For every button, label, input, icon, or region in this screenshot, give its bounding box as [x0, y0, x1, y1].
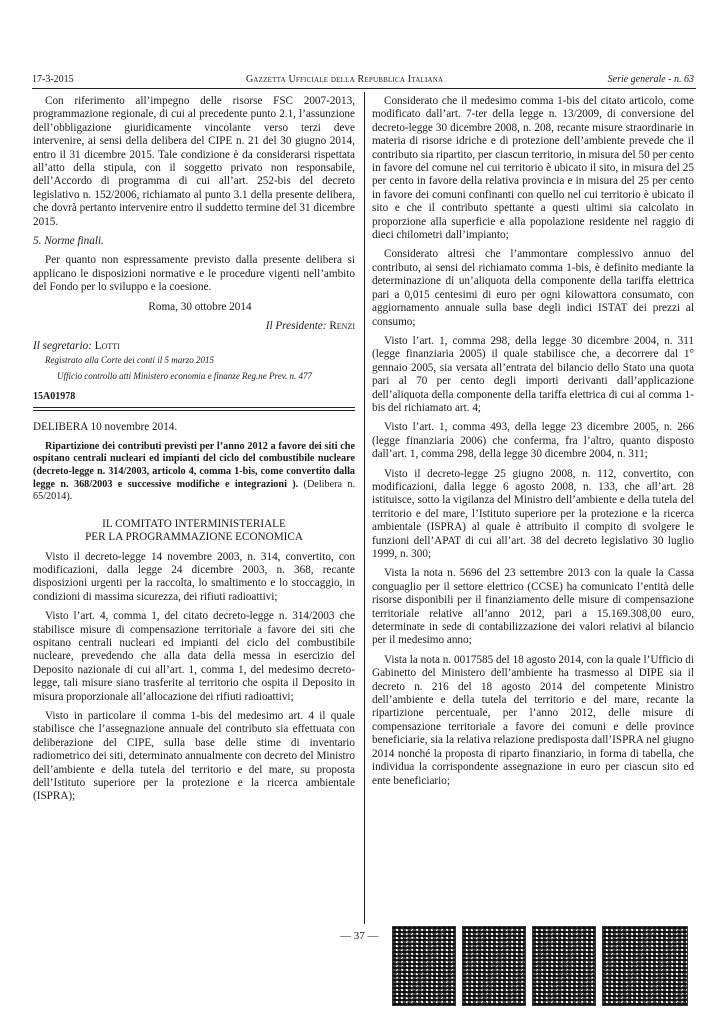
- paragraph: Visto in particolare il comma 1-bis del medesimo art. 4 il quale stabilisce che l’assegnazione annuale del contributo sia effettuata con deliberazione del CIPE, sulla base delle stime di inventario radiometrico dei siti, determinato annualmente con decreto del Ministro dell’ambiente e della tutela del territorio e del mare, su proposta dell’Istituto superiore per la protezione e la ricerca ambientale (ISPRA);: [33, 709, 355, 803]
- document-code: 15A01978: [33, 390, 76, 402]
- secretary-signature: Il segretario: Lotti: [33, 339, 120, 352]
- right-column: [372, 95, 694, 794]
- president-signature: Il Presidente: Renzi: [265, 320, 355, 333]
- paragraph: Vista la nota n. 5696 del 23 settembre 2013 con la quale la Cassa conguaglio per il settore elettrico (CCSE) ha comunicato l’entità delle risorse disponibili per il finanziamento delle misure di compensazione territoriale relative all’anno 2012, pari a 15.169.308,00 euro, determinate in sede di contabilizzazione dei valori relativi al bilancio per il medesimo anno;: [372, 567, 694, 647]
- paragraph: Considerato che il medesimo comma 1-bis del citato articolo, come modificato dall’art. 7-ter della legge n. 13/2009, di conversione del decreto-legge 30 dicembre 2008, n. 208, recante misure straordinarie in materia di risorse idriche e di protezione dell’ambiente prevede che il contributo sia ripartito, per ciascun territorio, in misura del 50 per cento in favore del comune nel cui territorio è ubicato il sito, in misura del 25 per cento in favore della relativa provincia e in misura del 25 per cento in favore dei comuni confinanti con quello nel cui territorio è ubicato il sito e che il contributo spettante a questi ultimi sia calcolato in proporzione alla superficie e alla popolazione residente nel raggio di dieci chilometri dall’impianto;: [372, 95, 694, 242]
- header-gazette-title: Gazzetta Ufficiale della Repubblica Italiana: [246, 74, 444, 85]
- registration-office: Ufficio controllo atti Ministero economia e finanze Reg.ne Prev. n. 477: [57, 371, 313, 382]
- datamatrix-code-2: [462, 926, 526, 1006]
- paragraph: Visto l’art. 1, comma 493, della legge 23 dicembre 2005, n. 266 (legge finanziaria 2006) che conferma, fra l’altro, quanto disposto dall’art. 1, comma 298, della legge 30 dicembre 2004, n. 311;: [372, 421, 694, 461]
- page-number: — 37 —: [340, 930, 379, 942]
- header-series: Serie generale - n. 63: [607, 74, 694, 85]
- datamatrix-code-1: [392, 926, 456, 1006]
- header-rule: [32, 88, 696, 89]
- header-date: 17-3-2015: [32, 74, 74, 85]
- paragraph: Visto il decreto-legge 14 novembre 2003, n. 314, convertito, con modificazioni, dalla legge 24 dicembre 2003, n. 368, recante disposizioni urgenti per la raccolta, lo smaltimento e lo stoccaggio, in condizioni di massima sicurezza, dei rifiuti radioattivi;: [33, 550, 355, 603]
- delibera-date: DELIBERA 10 novembre 2014.: [33, 421, 178, 434]
- paragraph: Con riferimento all’impegno delle risorse FSC 2007-2013, programmazione regionale, di cui al precedente punto 2.1, l’assunzione dell’obbligazione giuridicamente vincolante verso terzi deve intervenire, ai sensi della delibera del CIPE n. 21 del 30 giugno 2014, entro il 31 dicembre 2015. Tale condizione è da considerarsi rispettata all’atto della stipula, con il soggetto privato non responsabile, dell’Accordo di programma di cui all’art. 252-bis del decreto legislativo n. 152/2006, richiamato al punto 3.1 della presente delibera, che dovrà pertanto intervenire entro il suddetto termine del 31 dicembre 2015.: [33, 95, 355, 228]
- committee-heading-1: IL COMITATO INTERMINISTERIALE: [102, 517, 286, 530]
- paragraph: Per quanto non espressamente previsto dalla presente delibera si applicano le disposizioni normative e le procedure vigenti nell’ambito del Fondo per lo sviluppo e la coesione.: [33, 254, 355, 294]
- paragraph: Considerato altresì che l’ammontare complessivo annuo del contributo, ai sensi del richiamato comma 1-bis, è definito mediante la determinazione di un’aliquota della componente della tariffa elettrica pari a 0,015 centesimi di euro per ogni kilowattora consumato, con aggiornamento annuale sulla base degli indici ISTAT dei prezzi al consumo;: [372, 248, 694, 328]
- paragraph: Visto l’art. 4, comma 1, del citato decreto-legge n. 314/2003 che stabilisce misure di compensazione territoriale a favore dei siti che ospitano centrali nucleari ed impianti del ciclo del combustibile nucleare, prevedendo che alla data della messa in esercizio del Deposito nazionale di cui all’art. 1, comma 1, del medesimo decreto-legge, tali misure siano trasferite al territorio che ospita il Deposito in misura proporzionale all’allocazione dei rifiuti radioattivi;: [33, 610, 355, 703]
- section-rule: [33, 407, 355, 411]
- place-date: Roma, 30 ottobre 2014: [148, 300, 252, 313]
- committee-heading-2: PER LA PROGRAMMAZIONE ECONOMICA: [85, 531, 303, 544]
- paragraph: Visto il decreto-legge 25 giugno 2008, n. 112, convertito, con modificazioni, dalla legge 6 agosto 2008, n. 133, che all’art. 28 istituisce, sotto la vigilanza del Ministro dell’ambiente e della tutela del territorio e del mare, l’Istituto superiore per la protezione e la ricerca ambientale (ISPRA) al quale è attribuito il compito di svolgere le funzioni dell’APAT di cui all’art. 38 del decreto legislativo 30 luglio 1999, n. 300;: [372, 467, 694, 560]
- paragraph: Visto l’art. 1, comma 298, della legge 30 dicembre 2004, n. 311 (legge finanziaria 2005) il quale stabilisce che, a decorrere dal 1° gennaio 2005, sia versata all’entrata del bilancio dello Stato una quota pari al 70 per cento degli importi derivanti dall’applicazione dell’aliquota della componente della tariffa elettrica di cui al comma 1-bis del richiamato art. 4;: [372, 334, 694, 414]
- datamatrix-code-4: [602, 926, 688, 1006]
- delibera-title: Ripartizione dei contributi previsti per l’anno 2012 a favore dei siti che ospitano centrali nucleari ed impianti del ciclo del combustibile nucleare (decreto-legge n. 314/2003, articolo 4, comma 1-bis, come convertito dalla legge n. 368/2003 e successive modifiche e integrazioni ). (Delibera n. 65/2014).: [33, 440, 355, 503]
- paragraph: Vista la nota n. 0017585 del 18 agosto 2014, con la quale l’Ufficio di Gabinetto del Ministero dell’ambiente ha trasmesso al DIPE sia il decreto n. 216 del 18 agosto 2014 del competente Ministro dell’ambiente e della tutela del territorio e del mare, recante la ripartizione percentuale, per l’anno 2012, delle misure di compensazione territoriale a favore dei comuni e delle province beneficiarie, sia la relativa relazione predisposta dall’ISPRA nel giugno 2014 nonché la proposta di riparto finanziario, in forma di tabella, che individua la corrispondente assegnazione in euro per ciascun sito ed ente beneficiario;: [372, 653, 694, 787]
- left-column: [33, 95, 355, 810]
- column-divider: [364, 92, 365, 924]
- datamatrix-code-3: [532, 926, 596, 1006]
- section-heading: 5. Norme finali.: [33, 235, 104, 248]
- registration-note: Registrato alla Corte dei conti il 5 marzo 2015: [45, 354, 214, 365]
